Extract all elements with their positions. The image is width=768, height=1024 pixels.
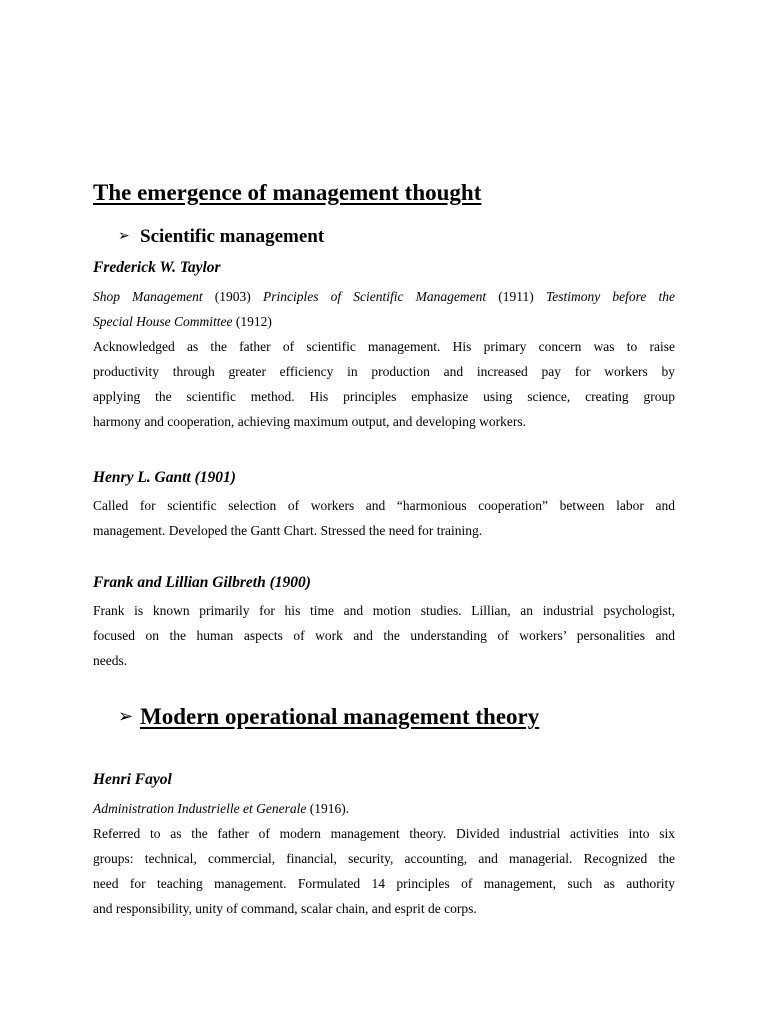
paragraph-line: Acknowledged as the father of scientific management. His primary concern was to raise (93, 339, 675, 354)
paragraph-line: management. Developed the Gantt Chart. Stressed the need for training. (93, 523, 483, 538)
paragraph-line: productivity through greater efficiency in production and increased pay for workers by (93, 364, 675, 379)
paragraph-line: need for teaching management. Formulated 14 principles of management, such as authority (93, 876, 675, 891)
work-year: (1912) (232, 314, 272, 329)
arrowhead-bullet-icon: ➢ (118, 228, 130, 244)
person-name-gilbreth: Frank and Lillian Gilbreth (1900) (93, 574, 311, 591)
work-title: Testimony before the (545, 289, 675, 304)
fayol-works (93, 796, 675, 821)
paragraph-line: Frank is known primarily for his time and motion studies. Lillian, an industrial psychologist, (93, 603, 675, 618)
paragraph-line: focused on the human aspects of work and the understanding of workers’ personalities and (93, 628, 675, 643)
work-year: (1903) (202, 289, 263, 304)
paragraph-line: Called for scientific selection of workers and “harmonious cooperation” between labor and (93, 498, 675, 513)
gilbreth-description (93, 598, 675, 673)
person-name-taylor: Frederick W. Taylor (93, 259, 221, 276)
work-year: (1911) (486, 289, 546, 304)
paragraph-line: needs. (93, 653, 128, 668)
work-year: (1916). (306, 801, 350, 816)
person-name-gantt: Henry L. Gantt (1901) (93, 469, 236, 486)
paragraph-line: and responsibility, unity of command, scalar chain, and esprit de corps. (93, 901, 477, 916)
section-heading-label: Scientific management (140, 226, 325, 247)
paragraph-line: Referred to as the father of modern management theory. Divided industrial activities into six (93, 826, 675, 841)
paragraph-line: groups: technical, commercial, financial, security, accounting, and managerial. Recognized the (93, 851, 675, 866)
paragraph-line: harmony and cooperation, achieving maximum output, and developing workers. (93, 414, 527, 429)
page-title: The emergence of management thought (93, 180, 482, 205)
taylor-works (93, 284, 675, 334)
taylor-works-line (93, 309, 675, 334)
taylor-works-line (93, 284, 675, 309)
taylor-description (93, 334, 675, 434)
work-title: Shop Management (93, 289, 203, 304)
paragraph-line: applying the scientific method. His principles emphasize using science, creating group (93, 389, 675, 404)
work-title: Principles of Scientific Management (262, 289, 487, 304)
fayol-description (93, 821, 675, 921)
person-name-fayol: Henri Fayol (93, 771, 172, 788)
fayol-works-line (93, 796, 675, 821)
work-title: Administration Industrielle et Generale (93, 801, 307, 816)
arrowhead-bullet-icon: ➢ (118, 706, 134, 727)
section-heading-label: Modern operational management theory (140, 704, 540, 729)
section-heading-modern-operational (118, 704, 539, 730)
work-title: Special House Committee (93, 314, 233, 329)
section-heading-scientific-management (118, 226, 324, 248)
gantt-description (93, 493, 675, 543)
